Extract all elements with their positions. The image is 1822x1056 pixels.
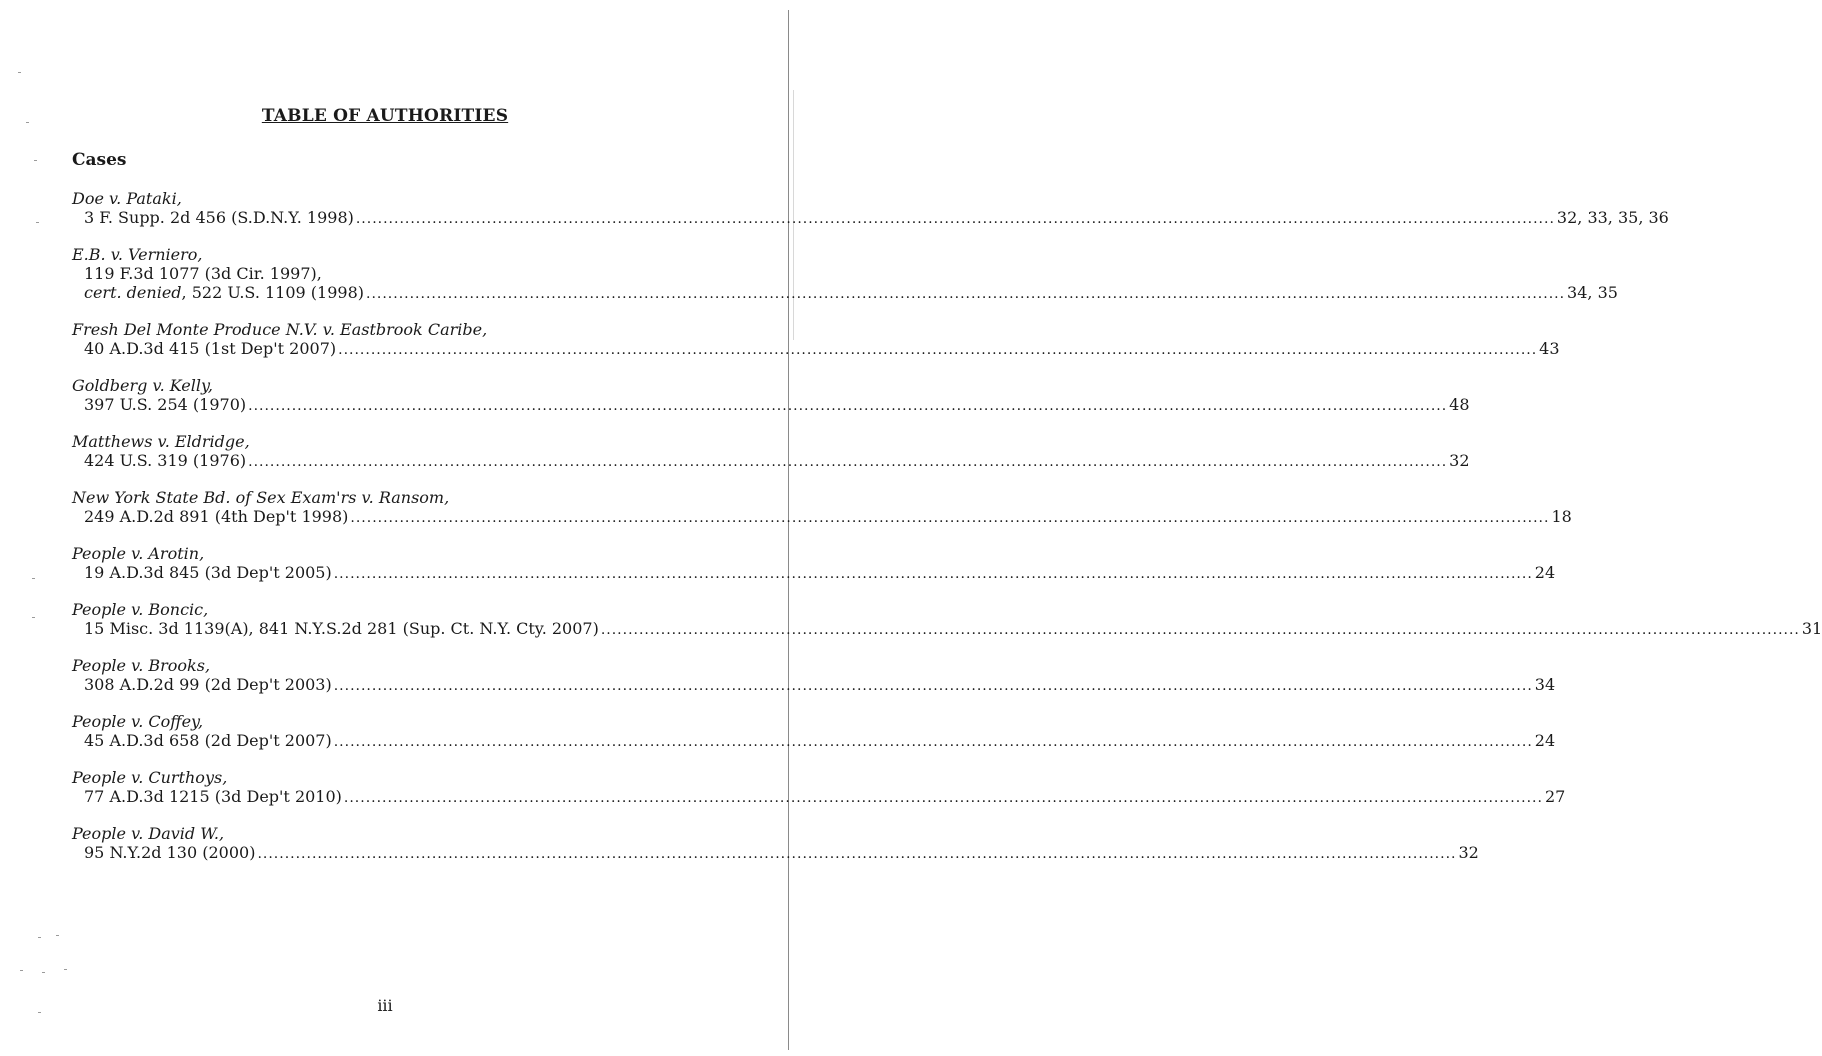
- citation-line: [72, 731, 1556, 752]
- scan-speck: [34, 160, 37, 161]
- citation-text: 3 F. Supp. 2d 456 (S.D.N.Y. 1998): [84, 208, 354, 227]
- case-entry: [72, 600, 1822, 640]
- case-name: People v. Brooks,: [72, 656, 211, 675]
- dot-leader: ............................................................................................................................................................................................................................: [600, 622, 1800, 638]
- dot-leader: ............................................................................................................................................................................................................................: [366, 286, 1566, 302]
- citation-text: 424 U.S. 319 (1976): [84, 451, 247, 470]
- page-references: 18: [1551, 507, 1572, 526]
- dot-leader: ............................................................................................................................................................................................................................: [248, 454, 1448, 470]
- scan-speck: [42, 972, 45, 973]
- page-references: 32: [1458, 843, 1479, 862]
- citation: [84, 339, 336, 358]
- dot-leader: ............................................................................................................................................................................................................................: [333, 734, 1533, 750]
- citation-line: [72, 339, 1560, 360]
- case-entry: [72, 320, 1560, 360]
- citation-line: [72, 395, 1470, 416]
- citation-text: 19 A.D.3d 845 (3d Dep't 2005): [84, 563, 332, 582]
- citation-text: 40 A.D.3d 415 (1st Dep't 2007): [84, 339, 337, 358]
- citation-text: , 522 U.S. 1109 (1998): [181, 283, 364, 302]
- page-references: 34: [1534, 675, 1556, 694]
- citation-line: [72, 675, 1556, 696]
- citation: [84, 451, 246, 470]
- document-title: TABLE OF AUTHORITIES: [261, 106, 509, 126]
- citation: [84, 675, 332, 694]
- page-references: 34, 35: [1567, 283, 1618, 302]
- page-edge-line: [788, 10, 789, 1050]
- citation: [84, 283, 364, 302]
- citation-line: [72, 843, 1479, 864]
- authorities-list: [72, 189, 1822, 880]
- citation: [84, 208, 354, 227]
- page-number: iii: [377, 996, 393, 1015]
- citation-text: 119 F.3d 1077 (3d Cir. 1997),: [84, 264, 322, 283]
- citation-line: [72, 787, 1566, 808]
- page-references: 32: [1449, 451, 1470, 470]
- case-entry: [72, 376, 1470, 416]
- citation: [84, 563, 332, 582]
- case-entry: [72, 768, 1566, 808]
- page-references: 32, 33, 35, 36: [1556, 208, 1669, 227]
- case-name: New York State Bd. of Sex Exam'rs v. Ransom,: [72, 488, 450, 507]
- scan-speck: [32, 617, 35, 618]
- case-name: People v. Boncic,: [72, 600, 209, 619]
- case-name: E.B. v. Verniero,: [72, 245, 203, 264]
- citation: [84, 619, 599, 638]
- page-references: 27: [1544, 787, 1566, 806]
- case-entry: [72, 189, 1669, 229]
- citation-text: 397 U.S. 254 (1970): [84, 395, 247, 414]
- case-name: People v. David W.,: [72, 824, 225, 843]
- citation-text: 15 Misc. 3d 1139(A), 841 N.Y.S.2d 281 (Sup. Ct. N.Y. Cty. 2007): [84, 619, 599, 638]
- citation-text: 77 A.D.3d 1215 (3d Dep't 2010): [84, 787, 342, 806]
- page-references: 24: [1534, 731, 1556, 750]
- citation-line: [72, 507, 1572, 528]
- scan-speck: [56, 935, 59, 936]
- citation-signal: cert. denied: [84, 283, 182, 302]
- page-references: 24: [1534, 563, 1556, 582]
- citation-text: 95 N.Y.2d 130 (2000): [84, 843, 256, 862]
- citation-text: 45 A.D.3d 658 (2d Dep't 2007): [84, 731, 332, 750]
- case-entry: [72, 544, 1556, 584]
- case-name: Fresh Del Monte Produce N.V. v. Eastbrook Caribe,: [72, 320, 488, 339]
- dot-leader: ............................................................................................................................................................................................................................: [350, 510, 1550, 526]
- dot-leader: ............................................................................................................................................................................................................................: [338, 342, 1538, 358]
- citation: [84, 507, 348, 526]
- scan-speck: [38, 937, 41, 938]
- citation: [84, 843, 255, 862]
- citation-line: [72, 264, 699, 283]
- citation-text: 308 A.D.2d 99 (2d Dep't 2003): [84, 675, 332, 694]
- citation: [84, 731, 332, 750]
- scan-speck: [32, 578, 35, 579]
- citation: [84, 264, 322, 283]
- scan-speck: [36, 222, 39, 223]
- citation-text: 249 A.D.2d 891 (4th Dep't 1998): [84, 507, 349, 526]
- section-heading: Cases: [72, 150, 127, 170]
- citation-line: [72, 283, 1618, 304]
- citation-line: [72, 208, 1669, 229]
- page-references: 43: [1539, 339, 1560, 358]
- dot-leader: ............................................................................................................................................................................................................................: [333, 566, 1533, 582]
- case-name: Doe v. Pataki,: [72, 189, 182, 208]
- scan-speck: [20, 970, 23, 971]
- citation-line: [72, 451, 1470, 472]
- case-entry: [72, 245, 1618, 304]
- dot-leader: ............................................................................................................................................................................................................................: [355, 211, 1555, 227]
- case-entry: [72, 656, 1556, 696]
- citation-line: [72, 619, 1822, 640]
- case-entry: [72, 488, 1572, 528]
- citation: [84, 395, 246, 414]
- case-entry: [72, 432, 1470, 472]
- dot-leader: ............................................................................................................................................................................................................................: [343, 790, 1543, 806]
- citation-line: [72, 563, 1556, 584]
- case-entry: [72, 712, 1556, 752]
- citation: [84, 787, 342, 806]
- dot-leader: ............................................................................................................................................................................................................................: [333, 678, 1533, 694]
- page-references: 48: [1449, 395, 1470, 414]
- case-name: People v. Curthoys,: [72, 768, 228, 787]
- scan-speck: [64, 969, 67, 970]
- case-name: People v. Coffey,: [72, 712, 204, 731]
- case-name: People v. Arotin,: [72, 544, 205, 563]
- case-name: Goldberg v. Kelly,: [72, 376, 213, 395]
- page-references: 31: [1801, 619, 1822, 638]
- case-entry: [72, 824, 1479, 864]
- case-name: Matthews v. Eldridge,: [72, 432, 250, 451]
- scan-speck: [18, 72, 21, 73]
- dot-leader: ............................................................................................................................................................................................................................: [257, 846, 1457, 862]
- dot-leader: ............................................................................................................................................................................................................................: [248, 398, 1448, 414]
